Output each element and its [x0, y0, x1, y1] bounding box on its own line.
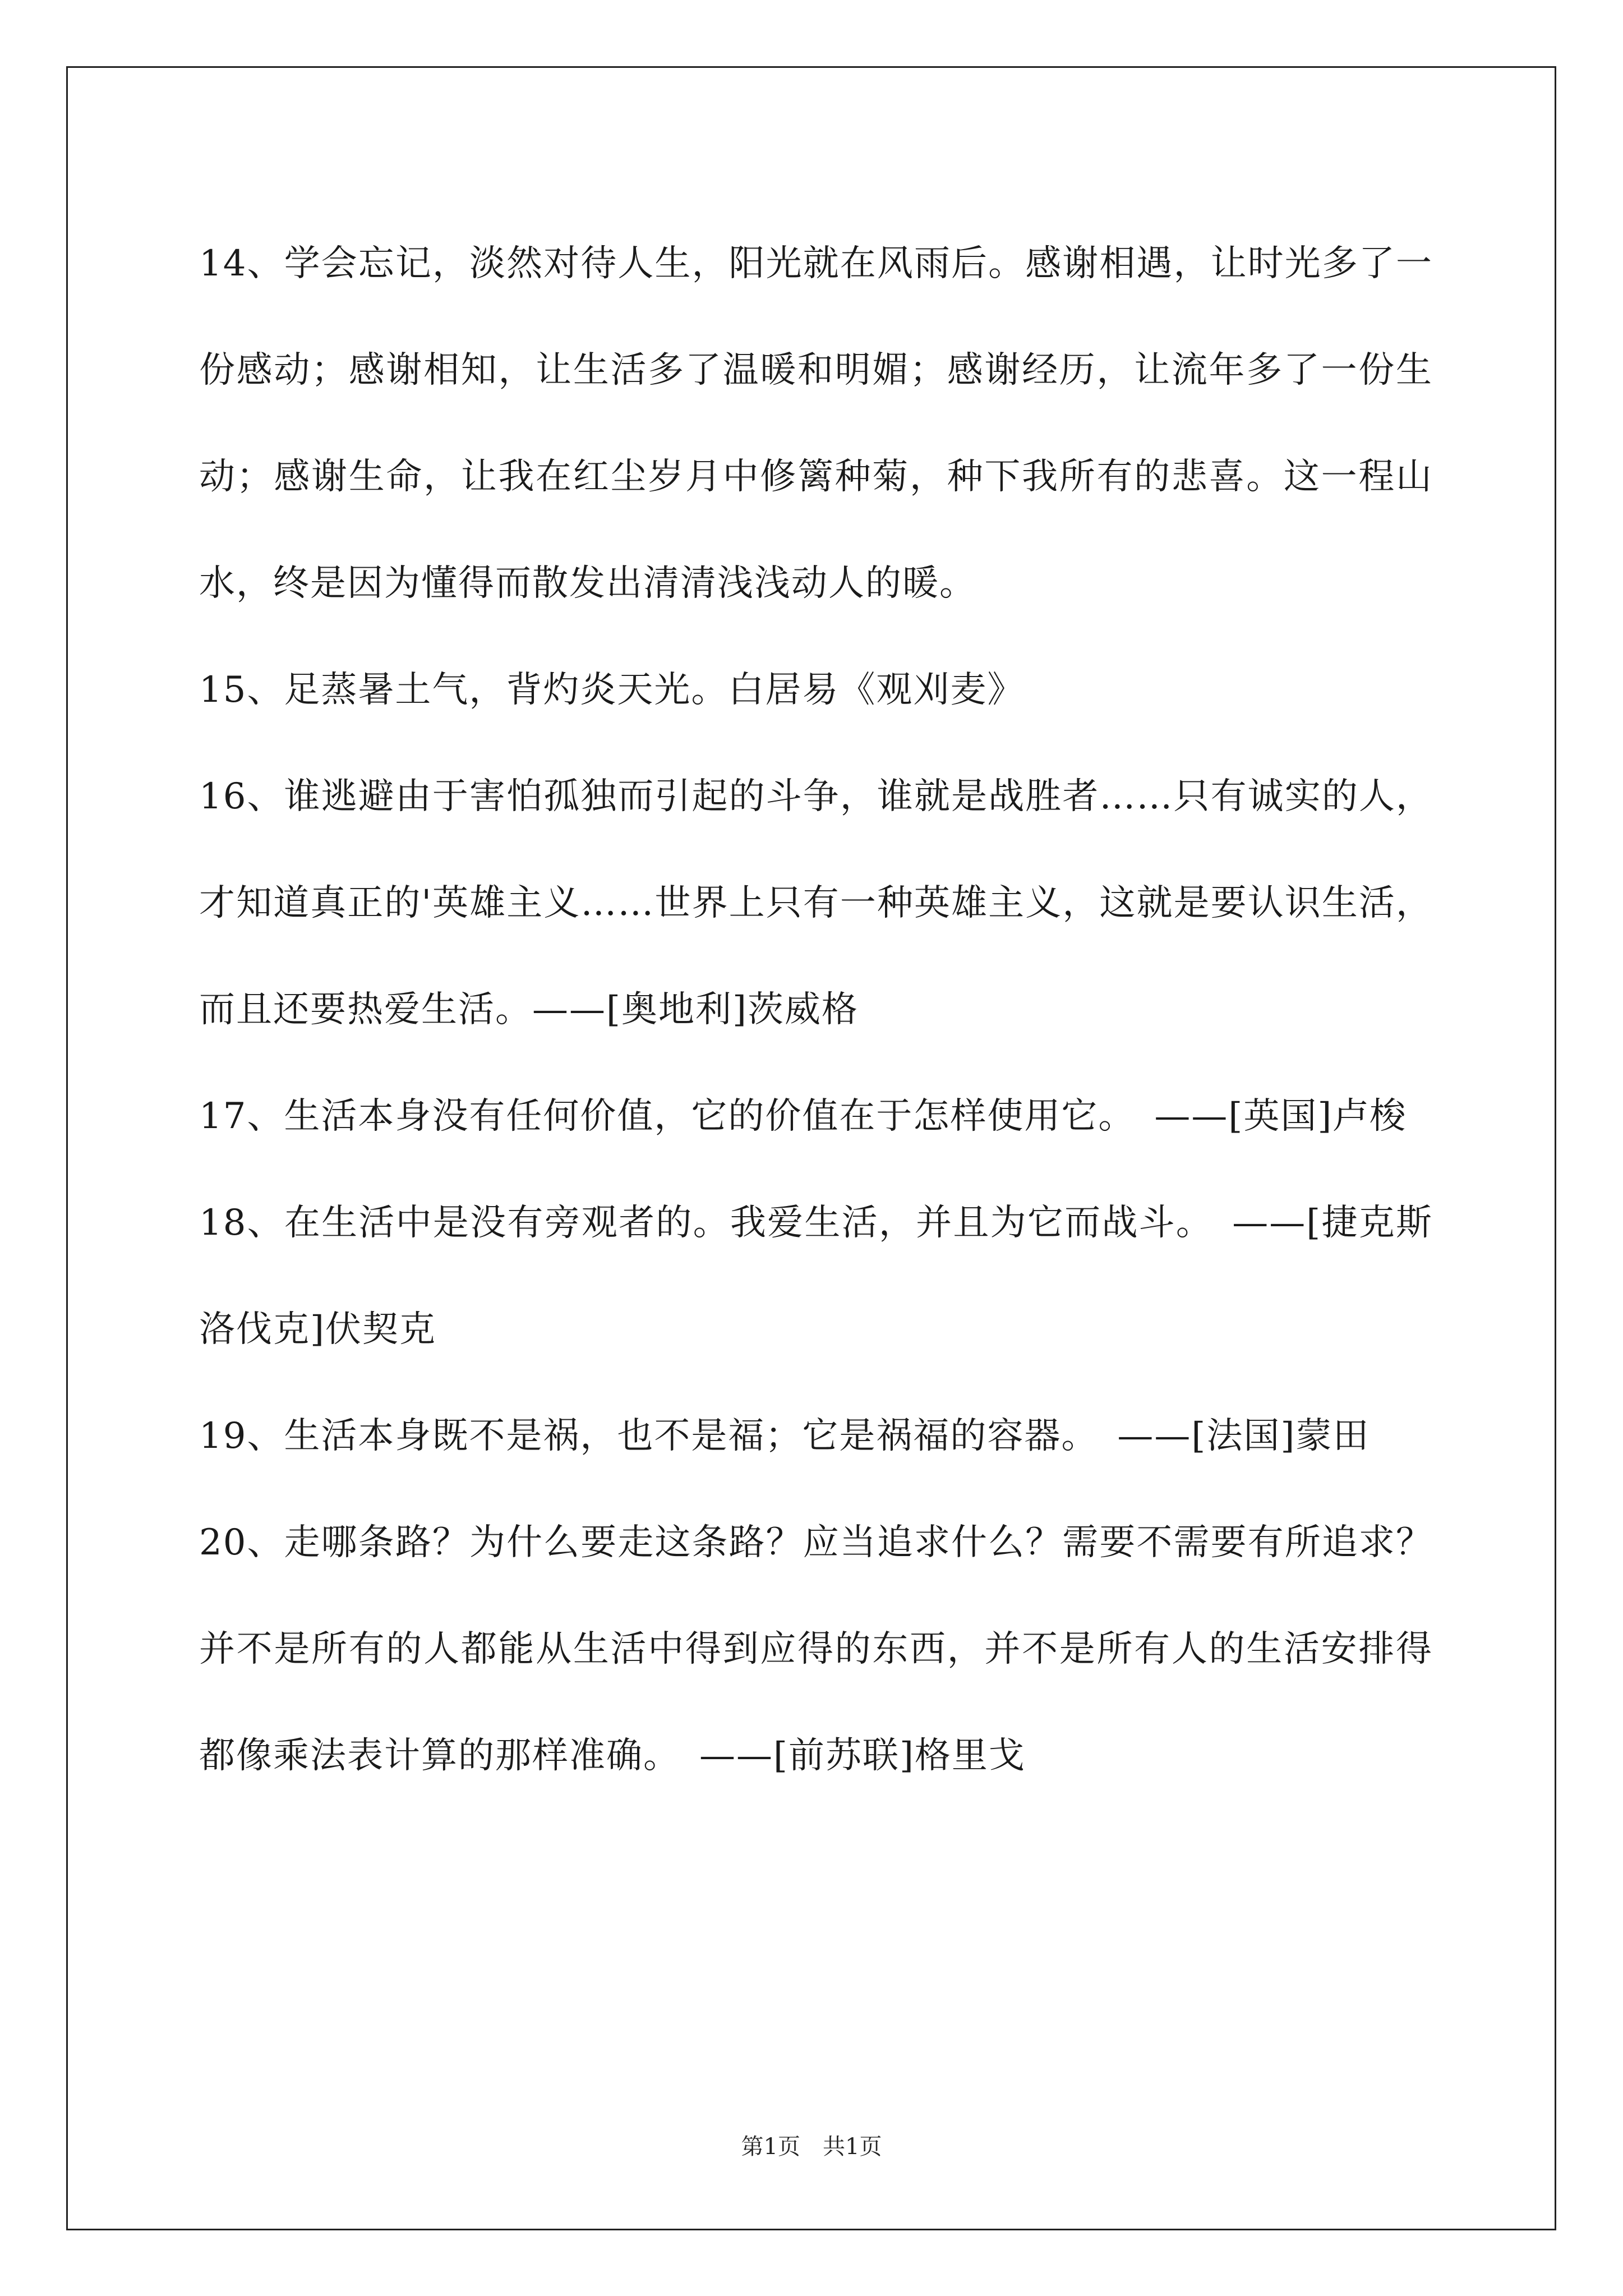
document-body — [199, 210, 1433, 1809]
quote-paragraph-17: 17、生活本身没有任何价值，它的价值在于怎样使用它。 ——[英国]卢梭 — [199, 1096, 1407, 1137]
quote-paragraph-19: 19、生活本身既不是祸，也不是福；它是祸福的容器。 ——[法国]蒙田 — [199, 1415, 1370, 1457]
quote-paragraph-20: 20、走哪条路？为什么要走这条路？应当追求什么？需要不需要有所追求？并不是所有的人都能从生活中得到应得的东西，并不是所有人的生活安排得都像乘法表计算的那样准确。 ——[前苏联]格里戈 — [199, 1522, 1433, 1777]
page-number-total: 共1页 — [823, 2134, 882, 2160]
quote-paragraph-14: 14、学会忘记，淡然对待人生，阳光就在风雨后。感谢相遇，让时光多了一份感动；感谢相知，让生活多了温暖和明媚；感谢经历，让流年多了一份生动；感谢生命，让我在红尘岁月中修篱种菊，种下我所有的悲喜。这一程山水，终是因为懂得而散发出清清浅浅动人的暖。 — [199, 243, 1433, 604]
quote-paragraph-16: 16、谁逃避由于害怕孤独而引起的斗争，谁就是战胜者……只有诚实的人，才知道真正的'英雄主义……世界上只有一种英雄主义，这就是要认识生活，而且还要热爱生活。——[奥地利]茨威格 — [199, 776, 1433, 1030]
quote-paragraph-18: 18、在生活中是没有旁观者的。我爱生活，并且为它而战斗。 ——[捷克斯洛伐克]伏契克 — [199, 1202, 1433, 1350]
page-number-current: 第1页 — [741, 2134, 800, 2160]
quote-paragraph-15: 15、足蒸暑土气，背灼炎天光。白居易《观刈麦》 — [199, 669, 1025, 711]
page-footer — [0, 2133, 1623, 2161]
